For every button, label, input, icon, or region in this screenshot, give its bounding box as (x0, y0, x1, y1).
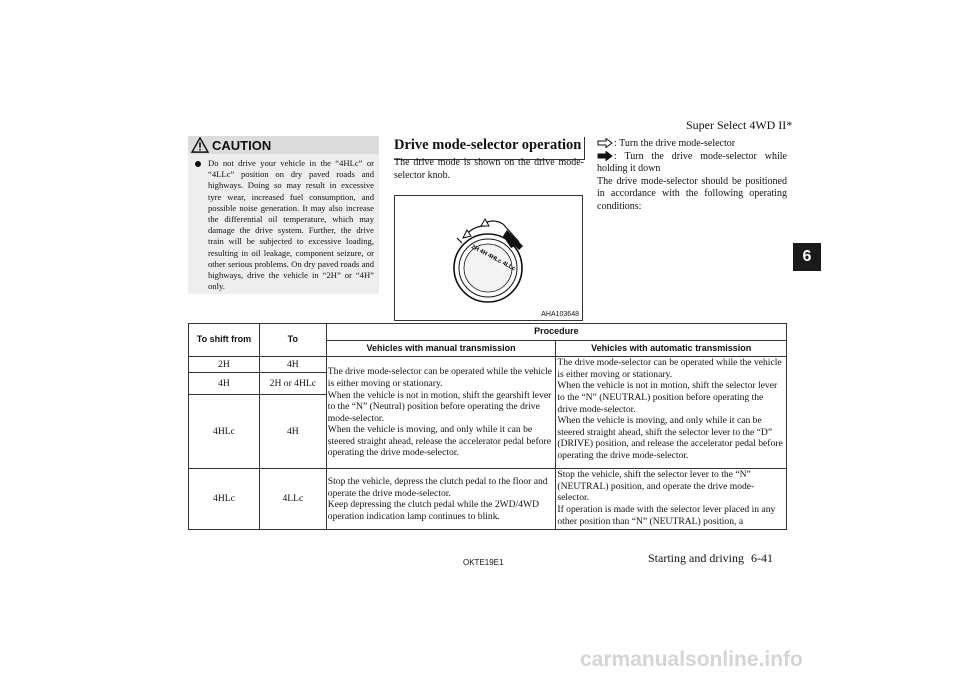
figure-label: AHA103648 (541, 311, 579, 318)
drive-mode-knob-illustration (395, 196, 582, 320)
legend-note: The drive mode-selector should be positioned in accordance with the following operating conditions: (597, 175, 787, 212)
caution-box (188, 136, 379, 294)
cell-to: 4H (259, 395, 326, 469)
page-number: 6-41 (751, 551, 773, 565)
header-manual: Vehicles with manual transmission (326, 340, 556, 357)
knob-figure (394, 195, 583, 321)
header-automatic: Vehicles with automatic transmission (556, 340, 787, 357)
cell-from: 4HLc (189, 395, 260, 469)
caution-text: Do not drive your vehicle in the “4HLc” or “4LLc” position on dry paved roads and highways. Doing so may result in excessive tyre wear, increased fuel consumption, and possible noise generation. It may also increase the differential oil temperature, which may damage the drive system. Further, the drive train will be subjected to excessive loading, resulting in oil leakage, component seizure, or other serious problems. On dry paved roads and highways, drive the vehicle in “2H” or “4H” only. (208, 158, 374, 292)
document-code: OKTE19E1 (463, 558, 504, 567)
caution-label: CAUTION (212, 137, 272, 153)
cell-manual-procedure-1: The drive mode-selector can be operated while the vehicle is either moving or stationary. When the vehicle is not in motion, shift the gearshift lever to the “N” (Neutral) position before operating the drive mode-selector. When the vehicle is moving, and only while it can be steered straight ahead, release the accelerator pedal before operating the drive mode-selector. (326, 357, 556, 469)
cell-from: 4H (189, 373, 260, 395)
chapter-tab[interactable]: 6 (793, 243, 821, 271)
cell-automatic-procedure-2: Stop the vehicle, shift the selector lever to the “N” (NEUTRAL) position, and operate the drive mode-selector. If operation is made with the selector lever placed in any other position than “N” (NEUTRAL) position, a (556, 469, 787, 530)
procedure-table (188, 323, 787, 530)
section-intro: The drive mode is shown on the drive mode-selector knob. (394, 157, 584, 181)
legend-hold-text: : Turn the drive mode-selector while holding it down (597, 150, 787, 174)
warning-triangle-icon (191, 137, 209, 153)
cell-to: 4LLc (259, 469, 326, 530)
table-row (189, 357, 787, 373)
cell-manual-procedure-2: Stop the vehicle, depress the clutch pedal to the floor and operate the drive mode-selector. Keep depressing the clutch pedal while the 2WD/4WD operation indication lamp continues to blink. (326, 469, 556, 530)
header-to: To (259, 324, 326, 357)
cell-from: 4HLc (189, 469, 260, 530)
header-procedure: Procedure (326, 324, 786, 341)
legend-turn-text: : Turn the drive mode-selector (614, 138, 736, 149)
cell-to: 4H (259, 357, 326, 373)
running-header: Super Select 4WD II* (686, 118, 793, 132)
cell-to: 2H or 4HLc (259, 373, 326, 395)
caution-header (188, 136, 379, 154)
watermark: carmanualsonline.info (580, 648, 803, 671)
cell-automatic-procedure-1: The drive mode-selector can be operated while the vehicle is either moving or stationary. When the vehicle is not in motion, shift the selector lever to the “N” (NEUTRAL) position before operating the drive mode-selector. When the vehicle is moving, and only while it can be steered straight ahead, shift the selector lever to the “D” (DRIVE) position, and release the accelerator pedal before operating the drive mode-selector. (556, 357, 787, 469)
legend-turn (597, 138, 787, 151)
knob-position-labels: 2H 4H 4HLc 4LLc (470, 244, 517, 273)
footer-section: Starting and driving (648, 551, 744, 565)
section-heading-text: Drive mode-selector operation (394, 137, 582, 153)
legend-hold (597, 151, 787, 176)
legend-block (597, 138, 787, 213)
outline-arrow-icon (597, 138, 613, 148)
cell-from: 2H (189, 357, 260, 373)
table-row (189, 469, 787, 530)
header-to-shift-from: To shift from (189, 324, 260, 357)
caution-body (188, 154, 379, 292)
bullet-icon (195, 161, 201, 167)
solid-arrow-icon (597, 151, 613, 161)
